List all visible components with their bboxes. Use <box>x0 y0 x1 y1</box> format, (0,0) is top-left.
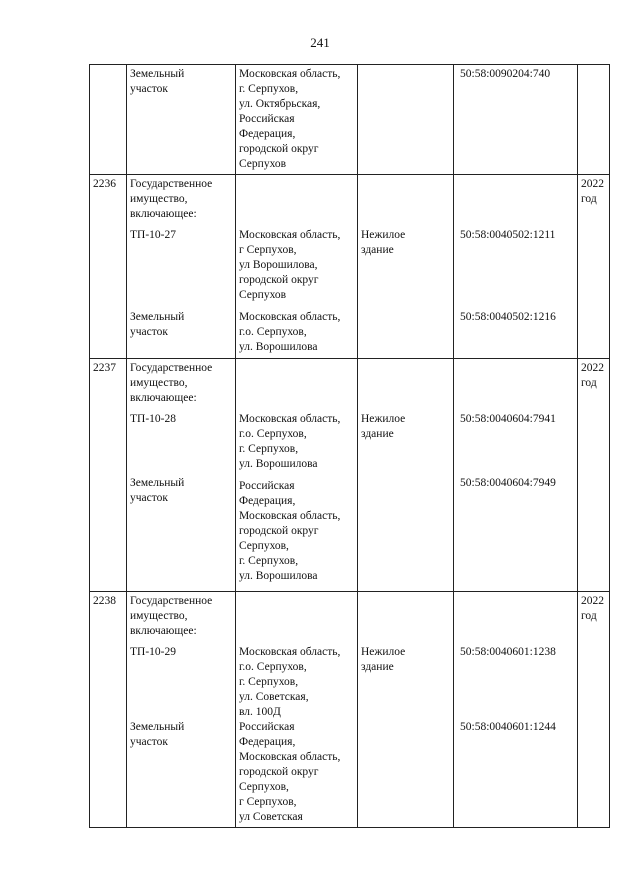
cadastral-number: 50:58:0040601:1238 <box>460 646 556 658</box>
cadastral-number-cell <box>454 175 578 359</box>
cadastral-number: 50:58:0090204:740 <box>460 68 551 80</box>
object-type-cell <box>358 65 454 175</box>
address-cell <box>236 359 358 592</box>
object-name-line: Земельный <box>130 311 185 323</box>
object-type-line: здание <box>361 244 394 256</box>
object-type-line: Нежилое <box>361 229 406 241</box>
table-row <box>90 359 610 592</box>
year-unit: год <box>581 610 597 622</box>
year-value: 2022 <box>581 362 604 374</box>
object-name-line: Земельный <box>130 477 185 489</box>
row-number-cell <box>90 359 127 592</box>
row-number-cell <box>90 592 127 828</box>
object-name-line: участок <box>130 492 168 504</box>
object-name-line: ТП-10-28 <box>130 413 176 425</box>
address-line: вл. 100Д <box>239 706 281 718</box>
address-line: ул. Ворошилова <box>239 341 318 353</box>
address-line: городской округ <box>239 143 319 155</box>
group-header-line: имущество, <box>130 377 188 389</box>
address-line: Московская область, <box>239 68 341 80</box>
group-header-line: имущество, <box>130 193 188 205</box>
object-name-cell <box>127 359 236 592</box>
address-line: Московская область, <box>239 510 341 522</box>
address-line: ул. Ворошилова <box>239 570 318 582</box>
object-name-cell <box>127 175 236 359</box>
cadastral-number: 50:58:0040502:1216 <box>460 311 556 323</box>
group-header-line: имущество, <box>130 610 188 622</box>
group-header-line: Государственное <box>130 178 213 190</box>
row-number-cell <box>90 65 127 175</box>
object-name-line: ТП-10-29 <box>130 646 176 658</box>
object-name-cell <box>127 592 236 828</box>
address-line: городской округ <box>239 766 319 778</box>
object-name-line: участок <box>130 326 168 338</box>
address-line: Московская область, <box>239 646 341 658</box>
year-cell <box>578 359 610 592</box>
year-value: 2022 <box>581 178 604 190</box>
year-cell <box>578 175 610 359</box>
year-cell <box>578 65 610 175</box>
table-row <box>90 175 610 359</box>
year-unit: год <box>581 193 597 205</box>
year-unit: год <box>581 377 597 389</box>
group-header-line: включающее: <box>130 625 197 637</box>
address-line: г.о. Серпухов, <box>239 661 307 673</box>
address-line: Российская <box>239 480 295 492</box>
year-cell <box>578 592 610 828</box>
group-header-line: включающее: <box>130 392 197 404</box>
address-line: ул Советская <box>239 811 303 823</box>
row-number: 2236 <box>93 178 116 190</box>
row-number: 2237 <box>93 362 116 374</box>
address-line: Российская <box>239 113 295 125</box>
registry-body <box>90 65 610 828</box>
address-line: ул. Ворошилова <box>239 458 318 470</box>
address-line: г. Серпухов, <box>239 443 299 455</box>
address-line: Федерация, <box>239 736 296 748</box>
table-row <box>90 65 610 175</box>
address-line: г. Серпухов, <box>239 676 299 688</box>
cadastral-number-cell <box>454 65 578 175</box>
cadastral-number: 50:58:0040502:1211 <box>460 229 556 241</box>
address-cell <box>236 175 358 359</box>
object-type-line: Нежилое <box>361 646 406 658</box>
group-header-line: Государственное <box>130 595 213 607</box>
cadastral-number-cell <box>454 592 578 828</box>
object-name-line: Земельный <box>130 68 185 80</box>
cadastral-number: 50:58:0040604:7941 <box>460 413 556 425</box>
address-line: Московская область, <box>239 413 341 425</box>
object-name-line: участок <box>130 736 168 748</box>
address-cell <box>236 65 358 175</box>
object-name-line: Земельный <box>130 721 185 733</box>
address-line: Серпухов <box>239 158 287 170</box>
cadastral-number: 50:58:0040601:1244 <box>460 721 556 733</box>
address-line: Федерация, <box>239 495 296 507</box>
address-line: Российская <box>239 721 295 733</box>
address-line: городской округ <box>239 525 319 537</box>
cadastral-number: 50:58:0040604:7949 <box>460 477 556 489</box>
address-line: ул Ворошилова, <box>239 259 318 271</box>
year-value: 2022 <box>581 595 604 607</box>
object-type-line: Нежилое <box>361 413 406 425</box>
object-type-cell <box>358 592 454 828</box>
address-line: г Серпухов, <box>239 796 297 808</box>
address-line: Серпухов <box>239 289 287 301</box>
address-line: Серпухов, <box>239 781 289 793</box>
object-type-cell <box>358 175 454 359</box>
address-line: г. Серпухов, <box>239 555 299 567</box>
table-row <box>90 592 610 828</box>
object-type-line: здание <box>361 661 394 673</box>
address-line: городской округ <box>239 274 319 286</box>
address-line: г Серпухов, <box>239 244 297 256</box>
group-header-line: Государственное <box>130 362 213 374</box>
address-line: Московская область, <box>239 229 341 241</box>
address-line: г. Серпухов, <box>239 83 299 95</box>
object-type-cell <box>358 359 454 592</box>
object-name-cell <box>127 65 236 175</box>
object-name-line: ТП-10-27 <box>130 229 176 241</box>
property-registry-table <box>89 64 610 828</box>
address-line: Федерация, <box>239 128 296 140</box>
group-header-line: включающее: <box>130 208 197 220</box>
address-line: Серпухов, <box>239 540 289 552</box>
address-line: Московская область, <box>239 751 341 763</box>
page-number: 241 <box>310 35 330 50</box>
address-line: ул. Советская, <box>239 691 309 703</box>
row-number-cell <box>90 175 127 359</box>
address-line: г.о. Серпухов, <box>239 428 307 440</box>
address-cell <box>236 592 358 828</box>
address-line: Московская область, <box>239 311 341 323</box>
address-line: г.о. Серпухов, <box>239 326 307 338</box>
object-type-line: здание <box>361 428 394 440</box>
row-number: 2238 <box>93 595 116 607</box>
cadastral-number-cell <box>454 359 578 592</box>
object-name-line: участок <box>130 83 168 95</box>
address-line: ул. Октябрьская, <box>239 98 321 110</box>
